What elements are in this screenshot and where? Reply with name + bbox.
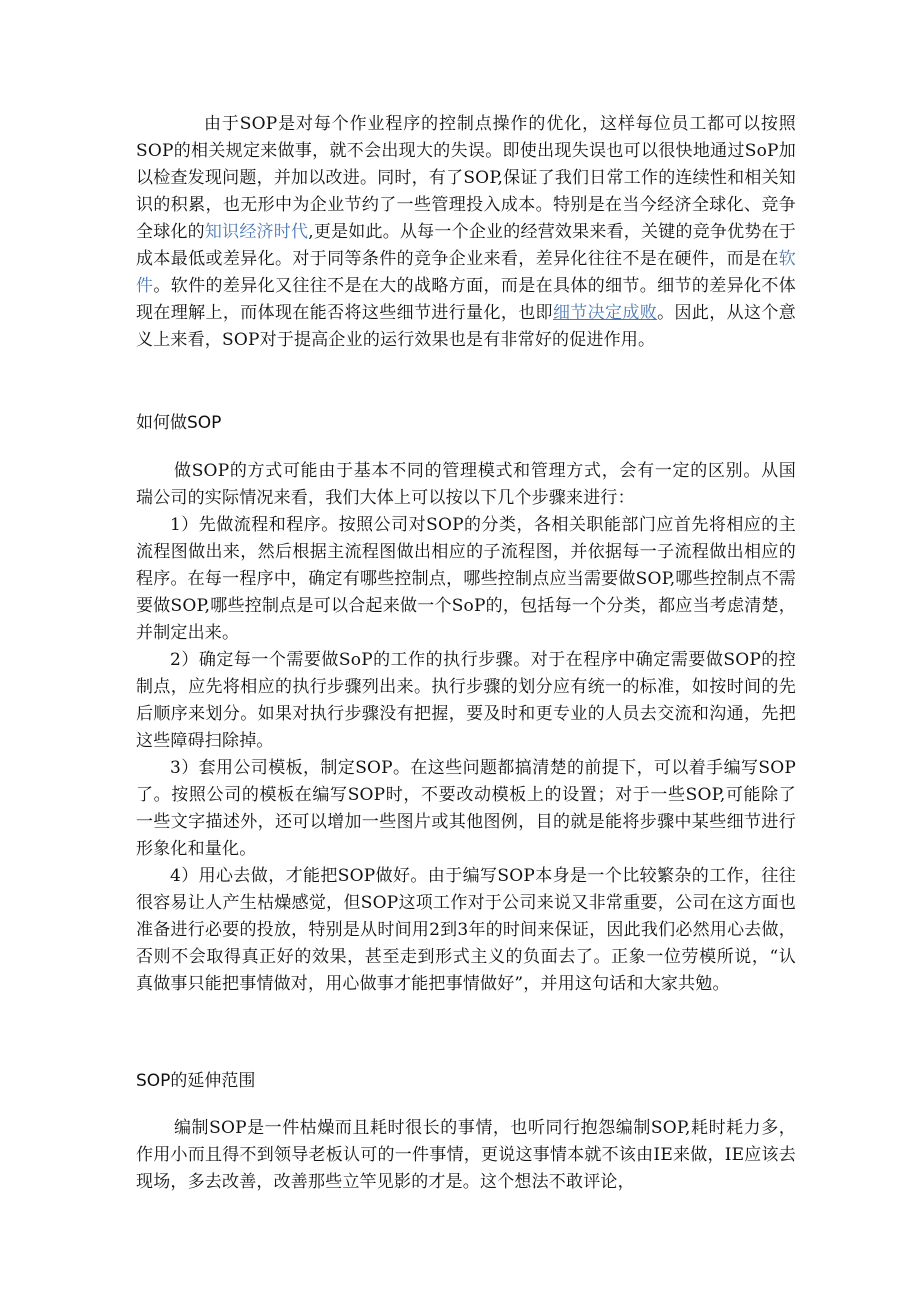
extension-paragraph: 编制SOP是一件枯燥而且耗时很长的事情，也听同行抱怨编制SOP,耗时耗力多，作用小而且得不到领导老板认可的一件事情，更说这事情本就不该由IE来做，IE应该去现场，多去改善，改善那些立竿见影的才是。这个想法不敢评论，	[136, 1118, 796, 1192]
how-to-section	[136, 458, 796, 998]
intro-text-a: 由于SOP是对每个作业程序的控制点操作的优化，这样每位员工都可以按照SOP的相关规定来做事，就不会出现大的失误。即使出现失误也可以很快地通过SoP加以检查发现问题，并加以改进。同时，有了SOP,保证了我们日常工作的连续性和相关知识的积累，也无形中为企业节约了一些管理投入成本。特别是在当今经济全球化、竞争全球化的	[136, 114, 796, 242]
software-link[interactable]: 软件	[136, 249, 796, 296]
details-decide-link[interactable]: 细节决定成败	[552, 303, 658, 323]
knowledge-economy-link[interactable]: 知识经济时代	[204, 222, 309, 242]
heading-sop-extension: SOP的延伸范围	[136, 1071, 256, 1091]
step-2: 2）确定每一个需要做SoP的工作的执行步骤。对于在程序中确定需要做SOP的控制点，应先将相应的执行步骤列出来。执行步骤的划分应有统一的标准，如按时间的先后顺序来划分。如果对执行步骤没有把握，要及时和更专业的人员去交流和沟通，先把这些障碍扫除掉。	[136, 650, 796, 751]
heading-how-to-sop: 如何做SOP	[136, 413, 222, 433]
step-3: 3）套用公司模板，制定SOP。在这些问题都搞清楚的前提下，可以着手编写SOP了。按照公司的模板在编写SOP时，不要改动模板上的设置；对于一些SOP,可能除了一些文字描述外，还可以增加一些图片或其他图例，目的就是能将步骤中某些细节进行形象化和量化。	[136, 758, 796, 859]
step-1: 1）先做流程和程序。按照公司对SOP的分类，各相关职能部门应首先将相应的主流程图做出来，然后根据主流程图做出相应的子流程图，并依据每一子流程做出相应的程序。在每一程序中，确定有哪些控制点，哪些控制点应当需要做SOP,哪些控制点不需要做SOP,哪些控制点是可以合起来做一个SoP的，包括每一个分类，都应当考虑清楚，并制定出来。	[136, 515, 796, 643]
step-4: 4）用心去做，才能把SOP做好。由于编写SOP本身是一个比较繁杂的工作，往往很容易让人产生枯燥感觉，但SOP这项工作对于公司来说又非常重要，公司在这方面也准备进行必要的投放，特别是从时间用2到3年的时间来保证，因此我们必然用心去做，否则不会取得真正好的效果，甚至走到形式主义的负面去了。正象一位劳模所说，“认真做事只能把事情做对，用心做事才能把事情做好”，并用这句话和大家共勉。	[136, 866, 796, 994]
intro-text-b: ,更是如此。从每一个企业的经营效果来看，关键的竞争优势在于成本最低或差异化。对于同等条件的竞争企业来看，差异化往往不是在硬件，而是在	[136, 222, 796, 269]
intro-text-d: 。因此，从这个意义上来看，SOP对于提高企业的运行效果也是有非常好的促进作用。	[136, 303, 796, 350]
how-to-intro: 做SOP的方式可能由于基本不同的管理模式和管理方式，会有一定的区别。从国瑞公司的实际情况来看，我们大体上可以按以下几个步骤来进行：	[136, 461, 796, 508]
intro-text-c: 。软件的差异化又往往不是在大的战略方面，而是在具体的细节。细节的差异化不体现在理解上，而体现在能否将这些细节进行量化，也即	[136, 276, 796, 323]
intro-paragraph	[136, 111, 796, 354]
